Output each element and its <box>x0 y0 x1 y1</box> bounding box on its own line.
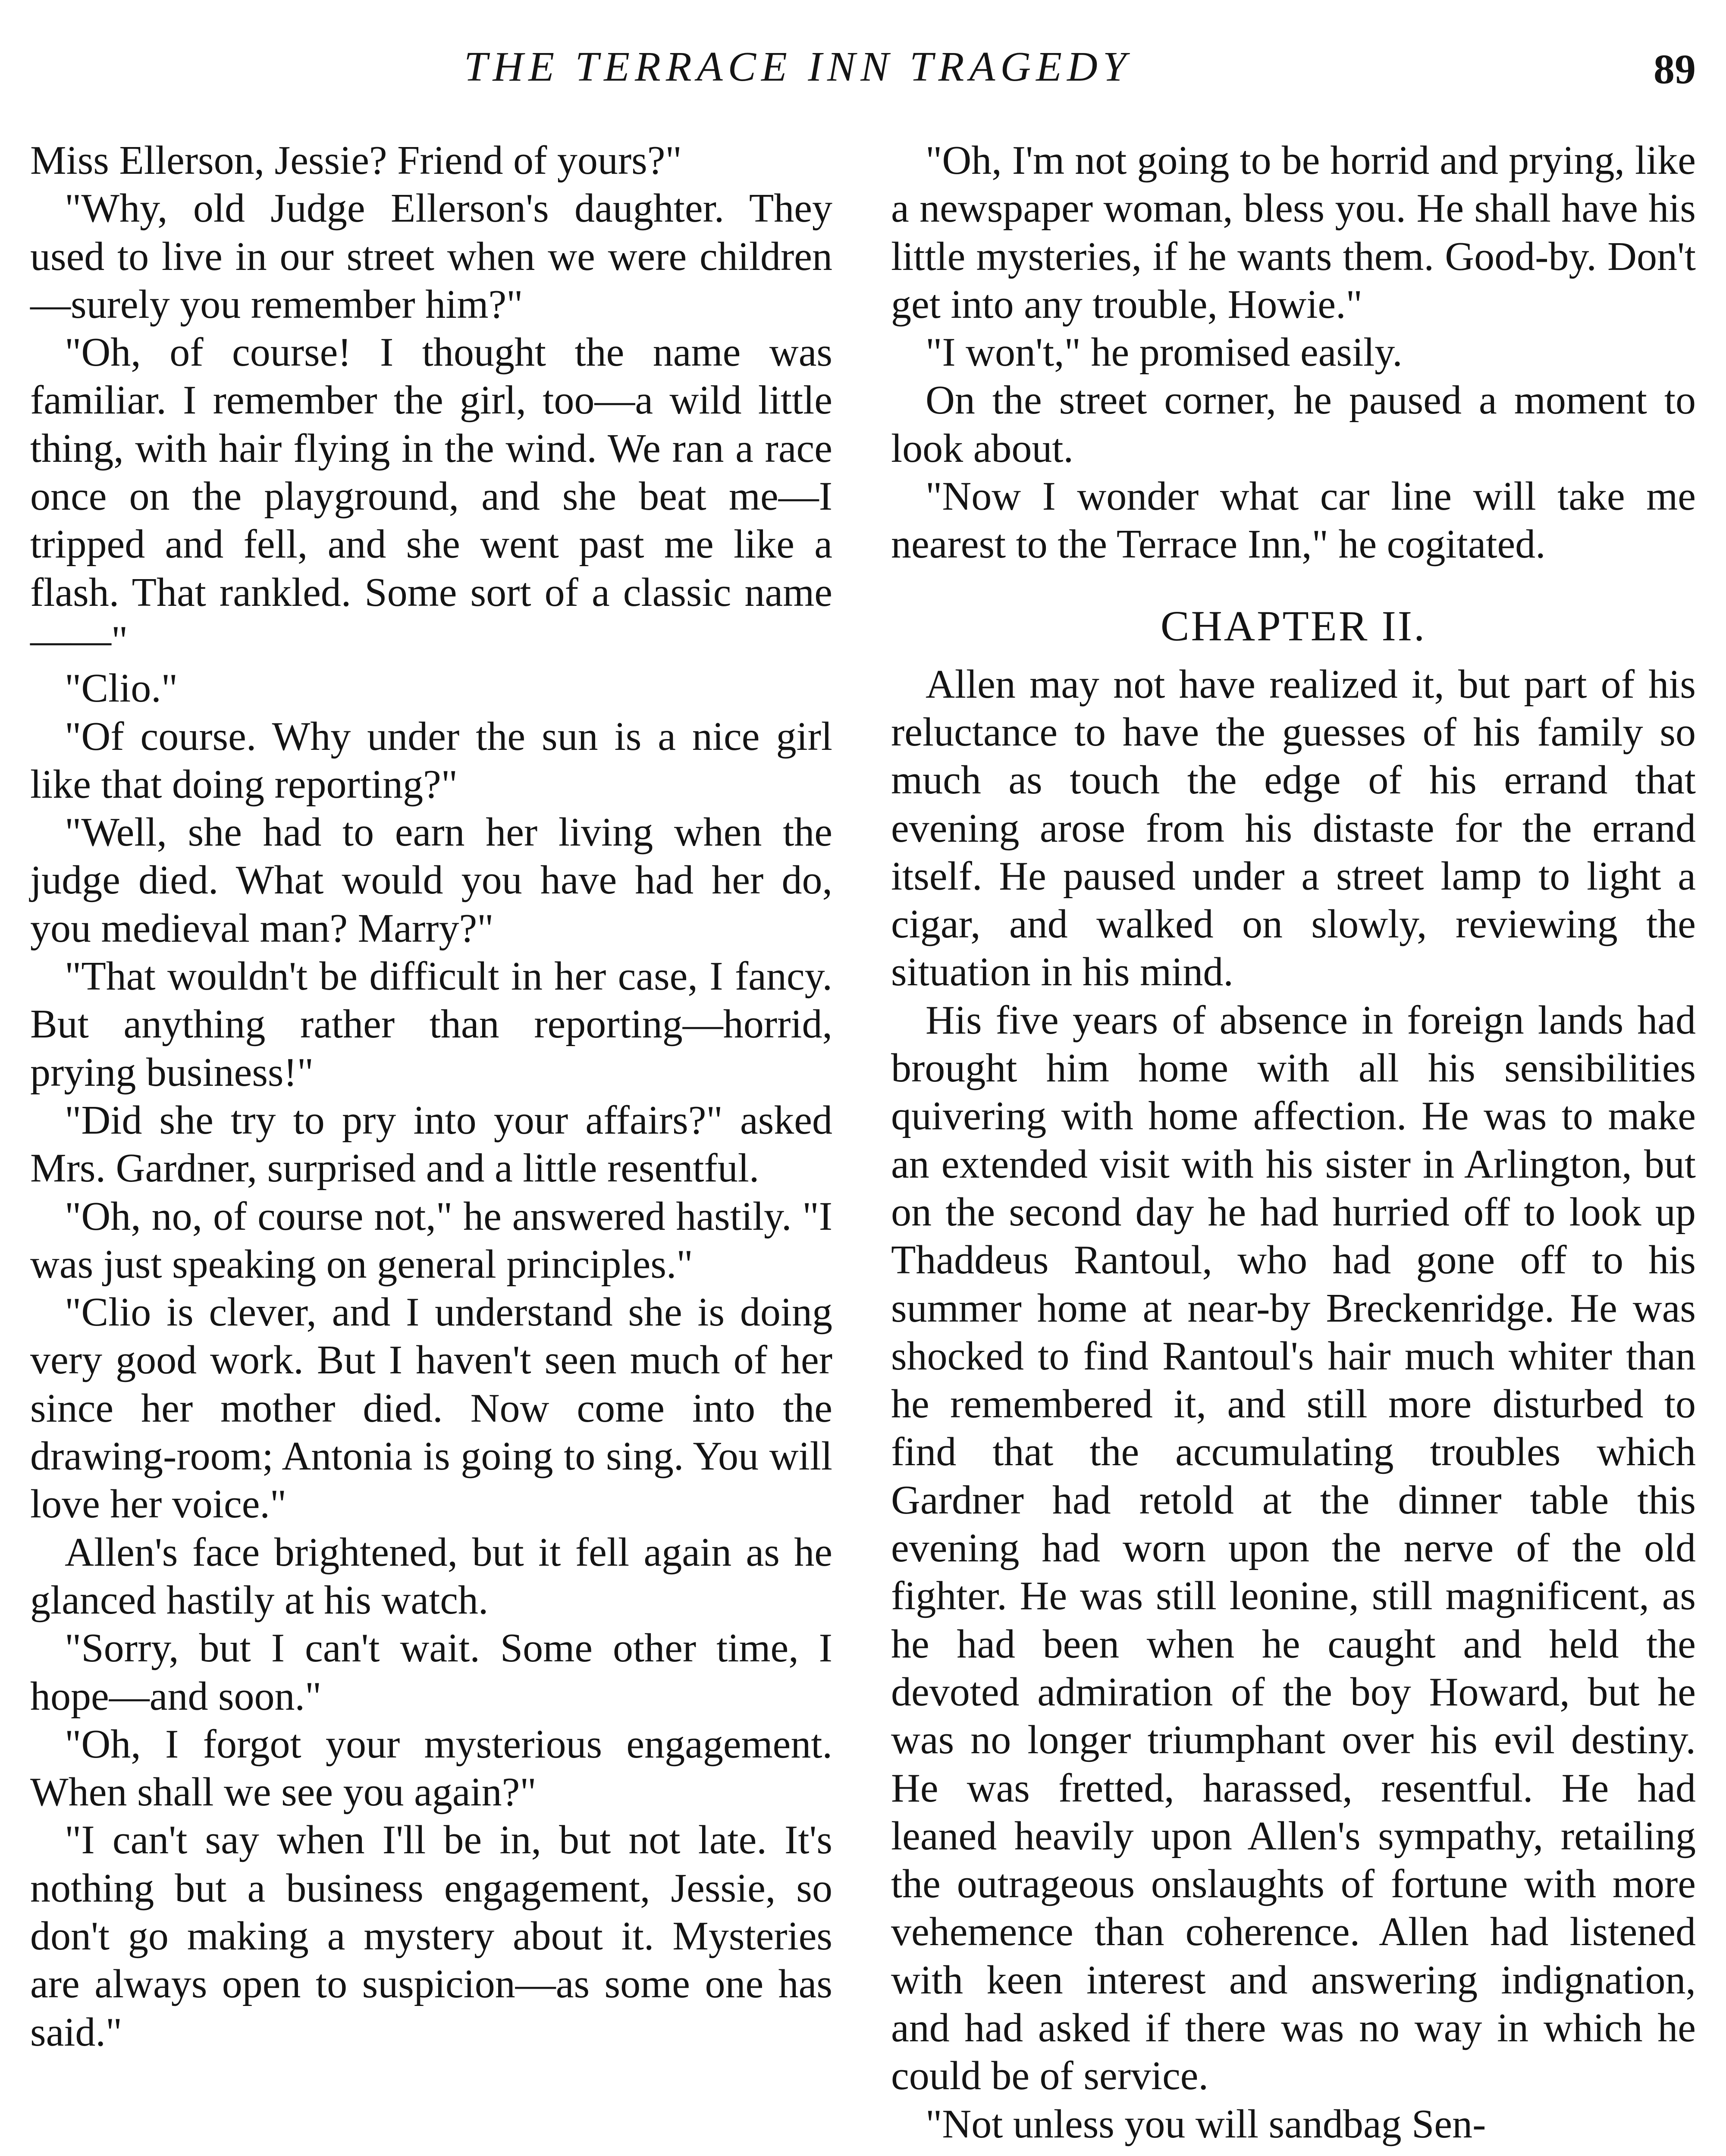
paragraph: "Of course. Why under the sun is a nice girl like that doing reporting?" <box>30 714 832 807</box>
right-column-before-heading <box>891 137 1696 569</box>
paragraph: "I can't say when I'll be in, but not late. It's nothing but a business engagement, Jessie, so don't go making a mystery about it. Mysteries are always open to suspicion—as some one has said." <box>30 1818 832 2055</box>
page-header <box>0 41 1726 97</box>
paragraph: His five years of absence in foreign lands had brought him home with all his sensibilities quivering with home affection. He was to make an extended visit with his sister in Arlington, but on the second day he had hurried off to look up Thaddeus Rantoul, who had gone off to his summer home at near-by Breckenridge. He was shocked to find Rantoul's hair much whiter than he remembered it, and still more disturbed to find that the accumulating troubles which Gardner had retold at the dinner table this evening had worn upon the nerve of the old fighter. He was still leonine, still magnificent, as he had been when he caught and held the devoted admiration of the boy Howard, but he was no longer triumphant over his evil destiny. He was fretted, harassed, resentful. He had leaned heavily upon Allen's sympathy, retailing the outrageous onslaughts of fortune with more vehemence than coherence. Allen had listened with keen interest and answering indignation, and had asked if there was no way in which he could be of service. <box>891 997 1696 2099</box>
paragraph: Allen may not have realized it, but part of his reluctance to have the guesses of his family so much as touch the edge of his errand that evening arose from his distaste for the errand itself. He paused under a street lamp to light a cigar, and walked on slowly, reviewing the situation in his mind. <box>891 661 1696 995</box>
paragraph: Allen's face brightened, but it fell again as he glanced hastily at his watch. <box>30 1529 832 1623</box>
running-title: THE TERRACE INN TRAGEDY <box>464 44 1132 90</box>
chapter-heading: CHAPTER II. <box>1160 602 1427 650</box>
paragraph: "Not unless you will sandbag Sen- <box>926 2101 1486 2147</box>
paragraph: "Clio is clever, and I understand she is doing very good work. But I haven't seen much of her since her mother died. Now come into the drawing-room; Antonia is going to sing. You will love her voice." <box>30 1290 832 1527</box>
paragraph: "Now I wonder what car line will take me nearest to the Terrace Inn," he cogitated. <box>891 474 1696 567</box>
right-column-after-heading <box>891 661 1696 2148</box>
paragraph: "That wouldn't be difficult in her case, I fancy. But anything rather than reporting—horrid, prying business!" <box>30 954 832 1095</box>
paragraph: "Clio." <box>65 666 178 711</box>
paragraph: "Oh, no, of course not," he answered hastily. "I was just speaking on general principles." <box>30 1194 832 1287</box>
paragraph: "Oh, of course! I thought the name was familiar. I remember the girl, too—a wild little thing, with hair flying in the wind. We ran a race once on the playground, and she beat me—I tripped and fell, and she went past me like a flash. That rankled. Some sort of a classic name——" <box>30 330 832 663</box>
left-column <box>30 137 832 2056</box>
paragraph: "Why, old Judge Ellerson's daughter. They used to live in our street when we were children—surely you remember him?" <box>30 186 832 327</box>
paragraph: "Oh, I'm not going to be horrid and prying, like a newspaper woman, bless you. He shall have his little mysteries, if he wants them. Good-by. Don't get into any trouble, Howie." <box>891 138 1696 327</box>
paragraph: "Oh, I forgot your mysterious engagement. When shall we see you again?" <box>30 1721 832 1815</box>
paragraph: "Did she try to pry into your affairs?" asked Mrs. Gardner, surprised and a little resentful. <box>30 1097 832 1191</box>
paragraph: "Well, she had to earn her living when the judge died. What would you have had her do, you medieval man? Marry?" <box>30 810 832 951</box>
paragraph: "I won't," he promised easily. <box>926 330 1403 375</box>
page-number: 89 <box>1654 46 1696 93</box>
right-column <box>891 137 1696 2148</box>
paragraph: On the street corner, he paused a moment to look about. <box>891 378 1696 471</box>
paragraph: "Sorry, but I can't wait. Some other time, I hope—and soon." <box>30 1626 832 1719</box>
paragraph: Miss Ellerson, Jessie? Friend of yours?" <box>30 138 682 183</box>
